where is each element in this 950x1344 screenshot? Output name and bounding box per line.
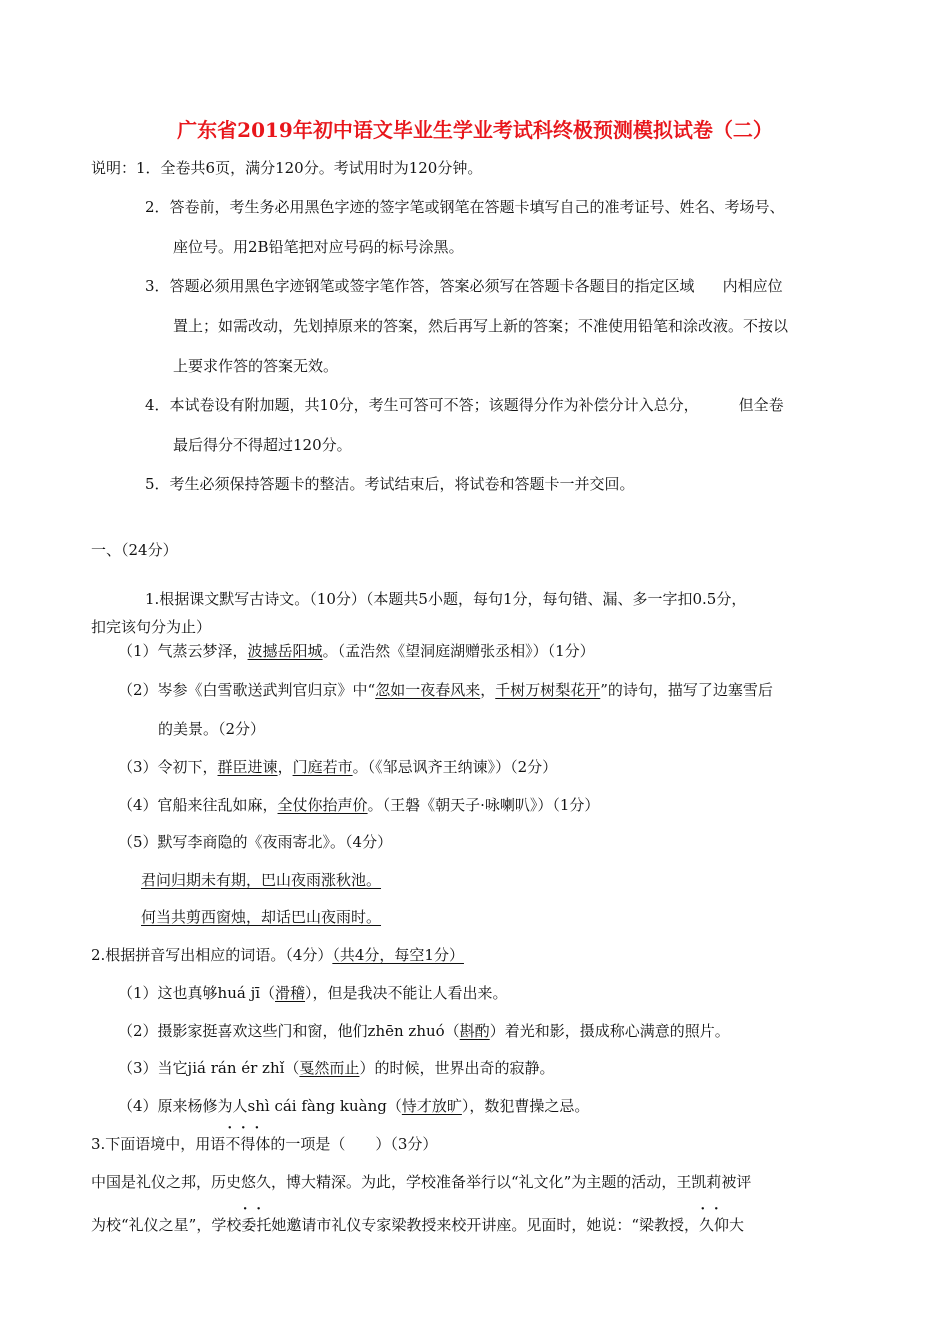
q1-item-2-text: （2）岑参《白雪歌送武判官归京》中“ <box>118 681 376 699</box>
q2-item-4 <box>118 1096 589 1116</box>
q1-item-3-answer-1: 群臣进谏 <box>217 758 278 776</box>
note-2-cont: 座位号。用2B铅笔把对应号码的标号涂黑。 <box>173 238 464 256</box>
q1-item-1 <box>118 641 595 661</box>
q2-heading-answer: （共4分，每空1分） <box>332 946 464 964</box>
q1-item-2-text-2: ”的诗句，描写了边塞雪后 <box>600 681 773 699</box>
q1-item-4-answer: 全仗你抬声价 <box>277 796 368 814</box>
q2-heading-text: 2.根据拼音写出相应的词语。（4分） <box>91 946 333 964</box>
q3-emphasis-2 <box>241 1202 272 1234</box>
emphasis-dots-icon: ·· <box>700 1202 728 1217</box>
q3-emphasis-2-text: 委托 <box>241 1216 272 1234</box>
note-4-text-2: 但全卷 <box>738 396 784 414</box>
q2-item-4-text-2: ），数犯曹操之忌。 <box>461 1097 590 1115</box>
page-title: 广东省2019年初中语文毕业生学业考试科终极预测模拟试卷（二） <box>177 118 773 142</box>
q1-item-2-answer-1: 忽如一夜春风来 <box>375 681 481 699</box>
note-3-cont: 置上；如需改动，先划掉原来的答案，然后再写上新的答案；不准使用铅笔和涂改液。不按以 <box>173 317 789 335</box>
q3-emphasis-3 <box>699 1202 730 1234</box>
q2-item-1-text: （1）这也真够huá jī（ <box>118 984 276 1002</box>
note-4-text: 4．本试卷设有附加题，共10分，考生可答可不答；该题得分作为补偿分计入总分， <box>145 396 699 414</box>
q3-paragraph-2-text-2: 她邀请市礼仪专家梁教授来校开讲座。见面时，她说：“梁教授， <box>271 1216 700 1234</box>
q3-emphasis <box>225 1121 271 1153</box>
q2-item-2-text-2: ）着光和影，摄成称心满意的照片。 <box>489 1022 730 1040</box>
q3-heading-text-2: 的一项是（ ）（3分） <box>270 1135 438 1153</box>
q2-item-3-text: （3）当它jiá rán ér zhǐ（ <box>118 1059 300 1077</box>
note-3-cont-2: 上要求作答的答案无效。 <box>173 357 339 375</box>
note-4 <box>145 395 784 415</box>
q2-heading <box>91 945 464 965</box>
q3-paragraph-2-text: 为校“礼仪之星”，学校 <box>91 1216 242 1234</box>
q1-item-5-answer-2: 何当共剪西窗烛，却话巴山夜雨时。 <box>141 908 382 926</box>
note-3-text-2: 内相应位 <box>722 277 783 295</box>
q2-item-1-text-2: ），但是我决不能让人看出来。 <box>305 984 508 1002</box>
q2-item-2-text: （2）摄影家挺喜欢这些门和窗，他们zhēn zhuó（ <box>118 1022 460 1040</box>
q1-item-4 <box>118 795 599 815</box>
q3-paragraph-2-text-3: 大 <box>729 1216 745 1234</box>
section-heading: 一、（24分） <box>91 541 178 559</box>
q3-paragraph-2 <box>91 1202 745 1235</box>
q2-item-3 <box>118 1058 554 1078</box>
q2-item-4-answer: 恃才放旷 <box>401 1097 462 1115</box>
q1-item-3-source: 。（《邹忌讽齐王纳谏》）（2分） <box>352 758 558 776</box>
q2-item-4-text: （4）原来杨修为人shì cái fàng kuàng（ <box>118 1097 402 1115</box>
note-4-cont: 最后得分不得超过120分。 <box>173 436 352 454</box>
q1-item-1-answer: 波撼岳阳城 <box>247 642 323 660</box>
q3-heading <box>91 1121 438 1154</box>
q1-item-3-text: （3）令初下， <box>118 758 218 776</box>
note-3-text: 3．答题必须用黑色字迹钢笔或签字笔作答，答案必须写在答题卡各题目的指定区域 <box>145 277 695 295</box>
note-2: 2．答卷前，考生务必用黑色字迹的签字笔或钢笔在答题卡填写自己的准考证号、姓名、考场号、 <box>145 198 785 216</box>
q1-item-5: （5）默写李商隐的《夜雨寄北》。（4分） <box>118 833 393 851</box>
q2-item-1-answer: 滑稽 <box>275 984 306 1002</box>
q2-item-3-answer: 戛然而止 <box>299 1059 360 1077</box>
q3-paragraph-1: 中国是礼仪之邦，历史悠久，博大精深。为此，学校准备举行以“礼文化”为主题的活动，王凯莉被评 <box>91 1173 752 1191</box>
q2-item-2-answer: 斟酌 <box>459 1022 490 1040</box>
q1-item-2-sep: ， <box>480 681 496 699</box>
note-5: 5．考生必须保持答题卡的整洁。考试结束后，将试卷和答题卡一并交回。 <box>145 475 635 493</box>
q1-item-4-text: （4）官船来往乱如麻， <box>118 796 278 814</box>
q3-emphasis-text: 不得体 <box>225 1135 271 1153</box>
q1-item-2-cont: 的美景。（2分） <box>158 720 266 738</box>
q1-item-3-sep: ， <box>277 758 293 776</box>
q1-heading: 1.根据课文默写古诗文。（10分）（本题共5小题，每句1分，每句错、漏、多一字扣0.5分， <box>145 590 747 608</box>
q1-item-5-answer-1: 君问归期未有期，巴山夜雨涨秋池。 <box>141 871 382 889</box>
emphasis-dots-icon: ··· <box>227 1121 269 1136</box>
q1-item-2 <box>118 680 773 700</box>
q3-emphasis-3-text: 久仰 <box>699 1216 730 1234</box>
q2-item-3-text-2: ）的时候，世界出奇的寂静。 <box>359 1059 555 1077</box>
q2-item-1 <box>118 983 508 1003</box>
note-3 <box>145 276 783 296</box>
q1-item-3-answer-2: 门庭若市 <box>292 758 353 776</box>
q2-item-2 <box>118 1021 730 1041</box>
q1-item-3 <box>118 757 557 777</box>
q1-item-4-source: 。（王磐《朝天子·咏喇叭》）（1分） <box>367 796 600 814</box>
note-1: 说明：1．全卷共6页，满分120分。考试用时为120分钟。 <box>91 159 483 177</box>
q1-item-1-source: 。（孟浩然《望洞庭湖赠张丞相》）（1分） <box>322 642 595 660</box>
q3-heading-text: 3.下面语境中，用语 <box>91 1135 226 1153</box>
q1-item-1-text: （1）气蒸云梦泽， <box>118 642 248 660</box>
q1-heading-cont: 扣完该句分为止） <box>91 618 212 636</box>
q1-item-2-answer-2: 千树万树梨花开 <box>495 681 601 699</box>
emphasis-dots-icon: ·· <box>242 1202 270 1217</box>
